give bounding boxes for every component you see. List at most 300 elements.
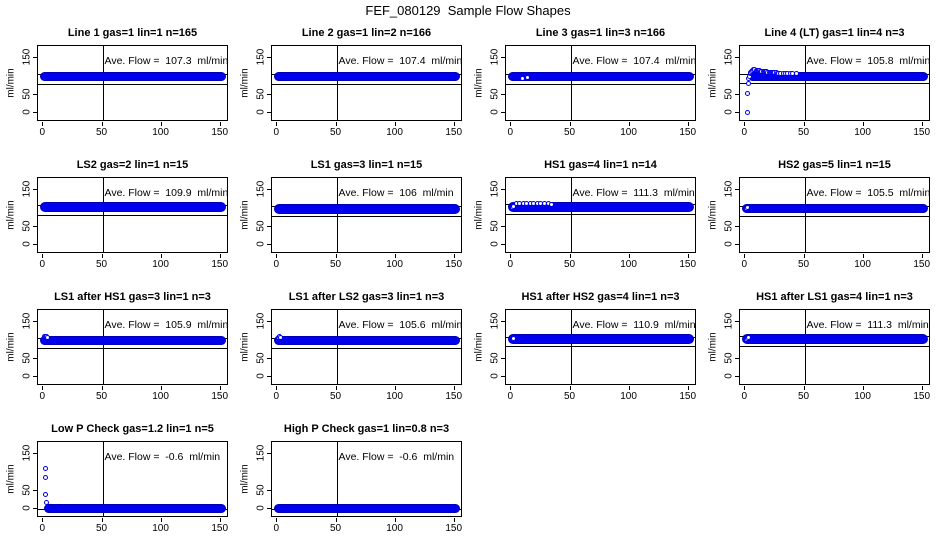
y-axis-label: ml/min bbox=[5, 464, 17, 494]
y-tick-label: 50 bbox=[21, 219, 33, 232]
y-tick bbox=[33, 490, 37, 491]
y-axis-label: ml/min bbox=[239, 200, 251, 230]
x-tick-label: 0 bbox=[39, 523, 46, 534]
flow-panel-13 bbox=[0, 416, 234, 540]
plot-box bbox=[37, 177, 228, 253]
y-tick-label: 50 bbox=[489, 219, 501, 232]
data-band bbox=[274, 336, 460, 345]
x-tick bbox=[510, 386, 511, 390]
panel-title: LS1 after HS1 gas=3 lin=1 n=3 bbox=[54, 291, 211, 303]
plot-box bbox=[271, 177, 462, 253]
y-tick bbox=[267, 453, 271, 454]
plot-box bbox=[505, 309, 696, 385]
y-tick bbox=[267, 358, 271, 359]
avg-flow-annotation: Ave. Flow = 111.3 ml/min bbox=[806, 319, 929, 331]
flow-panel-14 bbox=[234, 416, 468, 540]
x-tick bbox=[42, 254, 43, 258]
panel-title: LS1 after LS2 gas=3 lin=1 n=3 bbox=[288, 291, 445, 303]
plot-box bbox=[505, 177, 696, 253]
y-tick bbox=[267, 321, 271, 322]
panel-title: High P Check gas=1 lin=0.8 n=3 bbox=[283, 423, 450, 435]
y-tick bbox=[267, 226, 271, 227]
panel-title: LS1 gas=3 lin=1 n=15 bbox=[310, 159, 423, 171]
y-tick bbox=[33, 189, 37, 190]
x-tick bbox=[395, 386, 396, 390]
x-tick bbox=[629, 254, 630, 258]
x-tick-label: 150 bbox=[679, 391, 697, 402]
y-tick bbox=[501, 244, 505, 245]
y-tick bbox=[501, 376, 505, 377]
horizontal-ref-line bbox=[740, 216, 929, 217]
x-tick-label: 100 bbox=[854, 127, 871, 138]
y-tick bbox=[267, 189, 271, 190]
y-tick-label: 150 bbox=[255, 444, 267, 462]
x-tick bbox=[220, 386, 221, 390]
y-tick-label: 0 bbox=[489, 240, 501, 247]
y-tick-label: 150 bbox=[723, 48, 735, 66]
y-tick bbox=[501, 112, 505, 113]
y-tick-label: 0 bbox=[21, 504, 33, 511]
x-tick bbox=[688, 386, 689, 390]
horizontal-ref-line bbox=[272, 216, 461, 217]
y-tick bbox=[501, 57, 505, 58]
x-tick bbox=[454, 122, 455, 126]
x-tick-label: 100 bbox=[386, 391, 403, 402]
x-tick bbox=[744, 254, 745, 258]
x-tick-label: 100 bbox=[386, 127, 403, 138]
y-tick-label: 50 bbox=[21, 351, 33, 364]
y-tick-label: 150 bbox=[21, 48, 33, 66]
y-tick bbox=[33, 226, 37, 227]
panel-title: Line 2 gas=1 lin=2 n=166 bbox=[301, 27, 432, 39]
x-tick-label: 0 bbox=[741, 391, 748, 402]
data-band bbox=[274, 72, 460, 81]
y-tick bbox=[267, 508, 271, 509]
flow-panel-2 bbox=[234, 20, 468, 152]
x-tick-label: 0 bbox=[507, 391, 514, 402]
plot-box bbox=[739, 45, 930, 121]
y-axis-label: ml/min bbox=[239, 332, 251, 362]
horizontal-ref-line bbox=[740, 346, 929, 347]
vertical-ref-line bbox=[103, 310, 104, 384]
y-tick-label: 150 bbox=[255, 180, 267, 198]
x-tick bbox=[863, 122, 864, 126]
y-tick-label: 150 bbox=[723, 312, 735, 330]
y-tick bbox=[33, 358, 37, 359]
x-tick-label: 100 bbox=[620, 127, 637, 138]
x-tick-label: 150 bbox=[211, 523, 229, 534]
y-tick-label: 150 bbox=[255, 312, 267, 330]
x-tick bbox=[161, 254, 162, 258]
data-point bbox=[520, 76, 525, 81]
x-tick bbox=[336, 122, 337, 126]
x-tick bbox=[161, 518, 162, 522]
y-tick bbox=[267, 244, 271, 245]
plot-box bbox=[37, 309, 228, 385]
y-axis-label: ml/min bbox=[5, 68, 17, 98]
x-tick-label: 150 bbox=[445, 523, 463, 534]
horizontal-ref-line bbox=[506, 346, 695, 347]
data-point bbox=[43, 492, 48, 497]
x-tick bbox=[161, 386, 162, 390]
y-tick-label: 0 bbox=[21, 372, 33, 379]
chart-main-title: FEF_080129 Sample Flow Shapes bbox=[365, 3, 571, 18]
x-tick-label: 50 bbox=[563, 391, 576, 402]
y-tick-label: 50 bbox=[255, 87, 267, 100]
y-tick-label: 50 bbox=[489, 351, 501, 364]
y-axis-label: ml/min bbox=[5, 332, 17, 362]
y-tick bbox=[33, 94, 37, 95]
x-tick bbox=[336, 518, 337, 522]
y-tick bbox=[735, 112, 739, 113]
x-tick bbox=[922, 254, 923, 258]
data-point bbox=[43, 466, 48, 471]
x-tick bbox=[922, 122, 923, 126]
x-tick bbox=[276, 254, 277, 258]
plot-box bbox=[37, 441, 228, 517]
x-tick-label: 100 bbox=[386, 523, 403, 534]
y-tick-label: 0 bbox=[255, 504, 267, 511]
x-tick-label: 150 bbox=[445, 259, 463, 270]
x-tick-label: 50 bbox=[797, 259, 810, 270]
y-tick bbox=[735, 57, 739, 58]
vertical-ref-line bbox=[337, 310, 338, 384]
x-tick-label: 50 bbox=[95, 259, 108, 270]
flow-panel-7 bbox=[468, 152, 702, 284]
x-tick bbox=[629, 122, 630, 126]
y-tick-label: 150 bbox=[489, 312, 501, 330]
x-tick-label: 150 bbox=[679, 259, 697, 270]
flow-panel-5 bbox=[0, 152, 234, 284]
y-tick bbox=[735, 321, 739, 322]
y-tick bbox=[267, 94, 271, 95]
flow-panel-8 bbox=[702, 152, 936, 284]
x-tick bbox=[804, 386, 805, 390]
avg-flow-annotation: Ave. Flow = -0.6 ml/min bbox=[338, 451, 455, 463]
x-tick-label: 150 bbox=[913, 127, 931, 138]
data-band bbox=[508, 72, 694, 81]
y-tick bbox=[735, 358, 739, 359]
y-tick-label: 150 bbox=[21, 312, 33, 330]
panel-title: Line 3 gas=1 lin=3 n=166 bbox=[535, 27, 666, 39]
y-tick bbox=[501, 321, 505, 322]
data-point bbox=[45, 335, 50, 340]
x-tick bbox=[454, 518, 455, 522]
x-tick-label: 150 bbox=[211, 127, 229, 138]
y-tick-label: 150 bbox=[489, 180, 501, 198]
avg-flow-annotation: Ave. Flow = -0.6 ml/min bbox=[104, 451, 221, 463]
y-axis-label: ml/min bbox=[5, 200, 17, 230]
x-tick bbox=[454, 254, 455, 258]
x-tick bbox=[336, 254, 337, 258]
x-tick bbox=[454, 386, 455, 390]
horizontal-ref-line bbox=[506, 84, 695, 85]
y-tick-label: 50 bbox=[723, 351, 735, 364]
panel-title: HS2 gas=5 lin=1 n=15 bbox=[778, 159, 891, 171]
horizontal-ref-line bbox=[272, 348, 461, 349]
y-axis-label: ml/min bbox=[473, 68, 485, 98]
y-tick-label: 0 bbox=[723, 372, 735, 379]
y-tick-label: 150 bbox=[255, 48, 267, 66]
plot-grid bbox=[0, 20, 936, 540]
x-tick bbox=[42, 386, 43, 390]
vertical-ref-line bbox=[337, 178, 338, 252]
flow-panel-3 bbox=[468, 20, 702, 152]
x-tick-label: 0 bbox=[273, 127, 280, 138]
y-tick bbox=[267, 490, 271, 491]
y-axis-label: ml/min bbox=[239, 68, 251, 98]
y-tick bbox=[33, 57, 37, 58]
flow-panel-12 bbox=[702, 284, 936, 416]
data-point bbox=[549, 202, 554, 207]
x-tick bbox=[42, 122, 43, 126]
data-point bbox=[278, 335, 283, 340]
avg-flow-annotation: Ave. Flow = 109.9 ml/min bbox=[104, 187, 229, 199]
y-axis-label: ml/min bbox=[707, 200, 719, 230]
x-tick bbox=[744, 122, 745, 126]
y-tick-label: 0 bbox=[723, 240, 735, 247]
flow-panel-9 bbox=[0, 284, 234, 416]
data-band bbox=[742, 204, 928, 213]
x-tick-label: 0 bbox=[741, 127, 748, 138]
x-tick bbox=[102, 386, 103, 390]
y-tick-label: 0 bbox=[255, 372, 267, 379]
y-tick-label: 0 bbox=[489, 372, 501, 379]
x-tick bbox=[570, 254, 571, 258]
flow-panel-6 bbox=[234, 152, 468, 284]
data-point bbox=[746, 81, 751, 86]
data-band bbox=[274, 504, 460, 513]
x-tick-label: 100 bbox=[854, 391, 871, 402]
avg-flow-annotation: Ave. Flow = 110.9 ml/min bbox=[572, 319, 696, 331]
y-axis-label: ml/min bbox=[239, 464, 251, 494]
horizontal-ref-line bbox=[272, 84, 461, 85]
x-tick bbox=[276, 122, 277, 126]
y-tick-label: 0 bbox=[255, 108, 267, 115]
x-tick-label: 100 bbox=[152, 523, 169, 534]
x-tick bbox=[688, 122, 689, 126]
plot-box bbox=[271, 45, 462, 121]
x-tick bbox=[510, 122, 511, 126]
plot-box bbox=[271, 309, 462, 385]
x-tick-label: 0 bbox=[507, 259, 514, 270]
x-tick bbox=[161, 122, 162, 126]
y-axis-label: ml/min bbox=[707, 68, 719, 98]
panel-title: HS1 after HS2 gas=4 lin=1 n=3 bbox=[521, 291, 680, 303]
data-point bbox=[745, 205, 750, 210]
y-tick-label: 150 bbox=[489, 48, 501, 66]
plot-box bbox=[37, 45, 228, 121]
x-tick-label: 150 bbox=[679, 127, 697, 138]
x-tick-label: 50 bbox=[329, 127, 342, 138]
avg-flow-annotation: Ave. Flow = 111.3 ml/min bbox=[572, 187, 695, 199]
avg-flow-annotation: Ave. Flow = 106 ml/min bbox=[338, 187, 454, 199]
x-tick bbox=[629, 386, 630, 390]
y-tick bbox=[501, 226, 505, 227]
y-tick bbox=[267, 57, 271, 58]
y-tick bbox=[33, 321, 37, 322]
x-tick bbox=[510, 254, 511, 258]
flow-panel-10 bbox=[234, 284, 468, 416]
x-tick-label: 150 bbox=[445, 391, 463, 402]
y-tick bbox=[267, 112, 271, 113]
x-tick bbox=[336, 386, 337, 390]
y-tick-label: 50 bbox=[255, 351, 267, 364]
x-tick-label: 50 bbox=[95, 127, 108, 138]
y-tick bbox=[33, 376, 37, 377]
avg-flow-annotation: Ave. Flow = 105.6 ml/min bbox=[338, 319, 463, 331]
avg-flow-annotation: Ave. Flow = 107.4 ml/min bbox=[572, 55, 697, 67]
avg-flow-annotation: Ave. Flow = 107.4 ml/min bbox=[338, 55, 463, 67]
data-point bbox=[43, 475, 48, 480]
x-tick-label: 100 bbox=[152, 259, 169, 270]
horizontal-ref-line bbox=[38, 348, 227, 349]
x-tick-label: 0 bbox=[273, 523, 280, 534]
y-tick-label: 0 bbox=[21, 108, 33, 115]
vertical-ref-line bbox=[805, 178, 806, 252]
plot-box bbox=[271, 441, 462, 517]
horizontal-ref-line bbox=[740, 83, 929, 84]
y-tick-label: 50 bbox=[21, 87, 33, 100]
panel-title: Line 4 (LT) gas=1 lin=4 n=3 bbox=[764, 27, 905, 39]
y-tick-label: 50 bbox=[723, 87, 735, 100]
y-tick bbox=[735, 244, 739, 245]
x-tick-label: 150 bbox=[445, 127, 463, 138]
x-tick-label: 50 bbox=[329, 391, 342, 402]
plot-box bbox=[739, 177, 930, 253]
y-tick bbox=[33, 453, 37, 454]
y-tick bbox=[501, 189, 505, 190]
flow-panel-11 bbox=[468, 284, 702, 416]
x-tick-label: 100 bbox=[854, 259, 871, 270]
x-tick-label: 50 bbox=[95, 391, 108, 402]
data-point bbox=[745, 91, 750, 96]
y-axis-label: ml/min bbox=[707, 332, 719, 362]
y-tick bbox=[735, 94, 739, 95]
x-tick bbox=[688, 254, 689, 258]
x-tick bbox=[102, 254, 103, 258]
y-axis-label: ml/min bbox=[473, 200, 485, 230]
avg-flow-annotation: Ave. Flow = 105.9 ml/min bbox=[104, 319, 229, 331]
x-tick bbox=[276, 386, 277, 390]
y-tick bbox=[501, 358, 505, 359]
y-tick-label: 0 bbox=[489, 108, 501, 115]
x-tick bbox=[276, 518, 277, 522]
x-tick-label: 0 bbox=[39, 391, 46, 402]
x-tick bbox=[395, 254, 396, 258]
x-tick bbox=[102, 518, 103, 522]
y-tick bbox=[735, 189, 739, 190]
y-tick-label: 50 bbox=[255, 483, 267, 496]
x-tick bbox=[102, 122, 103, 126]
x-tick-label: 150 bbox=[913, 259, 931, 270]
x-tick bbox=[220, 122, 221, 126]
x-tick bbox=[863, 254, 864, 258]
x-tick bbox=[863, 386, 864, 390]
x-tick bbox=[804, 254, 805, 258]
panel-title: HS1 gas=4 lin=1 n=14 bbox=[544, 159, 657, 171]
panel-title: Line 1 gas=1 lin=1 n=165 bbox=[67, 27, 198, 39]
horizontal-ref-line bbox=[272, 516, 461, 517]
flow-panel-4 bbox=[702, 20, 936, 152]
flow-panel-1 bbox=[0, 20, 234, 152]
avg-flow-annotation: Ave. Flow = 105.5 ml/min bbox=[806, 187, 931, 199]
x-tick bbox=[744, 386, 745, 390]
x-tick-label: 0 bbox=[39, 127, 46, 138]
avg-flow-annotation: Ave. Flow = 105.8 ml/min bbox=[806, 55, 931, 67]
x-tick bbox=[42, 518, 43, 522]
plot-box bbox=[505, 45, 696, 121]
y-tick-label: 150 bbox=[723, 180, 735, 198]
y-tick bbox=[735, 376, 739, 377]
data-band bbox=[742, 334, 928, 343]
x-tick-label: 50 bbox=[797, 127, 810, 138]
x-tick bbox=[922, 386, 923, 390]
x-tick-label: 0 bbox=[741, 259, 748, 270]
x-tick-label: 150 bbox=[211, 391, 229, 402]
y-tick-label: 0 bbox=[21, 240, 33, 247]
y-tick bbox=[501, 94, 505, 95]
y-axis-label: ml/min bbox=[473, 332, 485, 362]
x-tick-label: 0 bbox=[273, 259, 280, 270]
avg-flow-annotation: Ave. Flow = 107.3 ml/min bbox=[104, 55, 229, 67]
data-band bbox=[40, 202, 226, 212]
data-band bbox=[40, 336, 226, 345]
x-tick-label: 50 bbox=[95, 523, 108, 534]
panel-title: LS2 gas=2 lin=1 n=15 bbox=[76, 159, 189, 171]
x-tick-label: 0 bbox=[273, 391, 280, 402]
x-tick-label: 0 bbox=[507, 127, 514, 138]
y-tick bbox=[33, 112, 37, 113]
x-tick-label: 0 bbox=[39, 259, 46, 270]
x-tick bbox=[395, 122, 396, 126]
x-tick-label: 50 bbox=[329, 523, 342, 534]
x-tick bbox=[804, 122, 805, 126]
x-tick bbox=[220, 254, 221, 258]
y-tick bbox=[267, 376, 271, 377]
x-tick-label: 100 bbox=[620, 391, 637, 402]
y-tick-label: 0 bbox=[255, 240, 267, 247]
horizontal-ref-line bbox=[38, 84, 227, 85]
x-tick bbox=[395, 518, 396, 522]
x-tick-label: 50 bbox=[329, 259, 342, 270]
y-tick bbox=[735, 226, 739, 227]
horizontal-ref-line bbox=[38, 215, 227, 216]
horizontal-ref-line bbox=[506, 214, 695, 215]
x-tick bbox=[220, 518, 221, 522]
data-point bbox=[746, 335, 751, 340]
x-tick-label: 150 bbox=[211, 259, 229, 270]
x-tick-label: 50 bbox=[563, 127, 576, 138]
y-tick-label: 150 bbox=[21, 444, 33, 462]
y-tick-label: 150 bbox=[21, 180, 33, 198]
data-band bbox=[508, 334, 694, 343]
data-band bbox=[40, 72, 226, 81]
x-tick bbox=[570, 386, 571, 390]
y-tick-label: 50 bbox=[255, 219, 267, 232]
x-tick-label: 100 bbox=[620, 259, 637, 270]
data-band bbox=[274, 204, 460, 214]
y-tick-label: 50 bbox=[489, 87, 501, 100]
x-tick-label: 100 bbox=[152, 391, 169, 402]
y-tick bbox=[33, 508, 37, 509]
x-tick-label: 50 bbox=[563, 259, 576, 270]
x-tick-label: 100 bbox=[152, 127, 169, 138]
y-tick-label: 50 bbox=[21, 483, 33, 496]
x-tick bbox=[570, 122, 571, 126]
y-tick bbox=[33, 244, 37, 245]
horizontal-ref-line bbox=[38, 516, 227, 517]
